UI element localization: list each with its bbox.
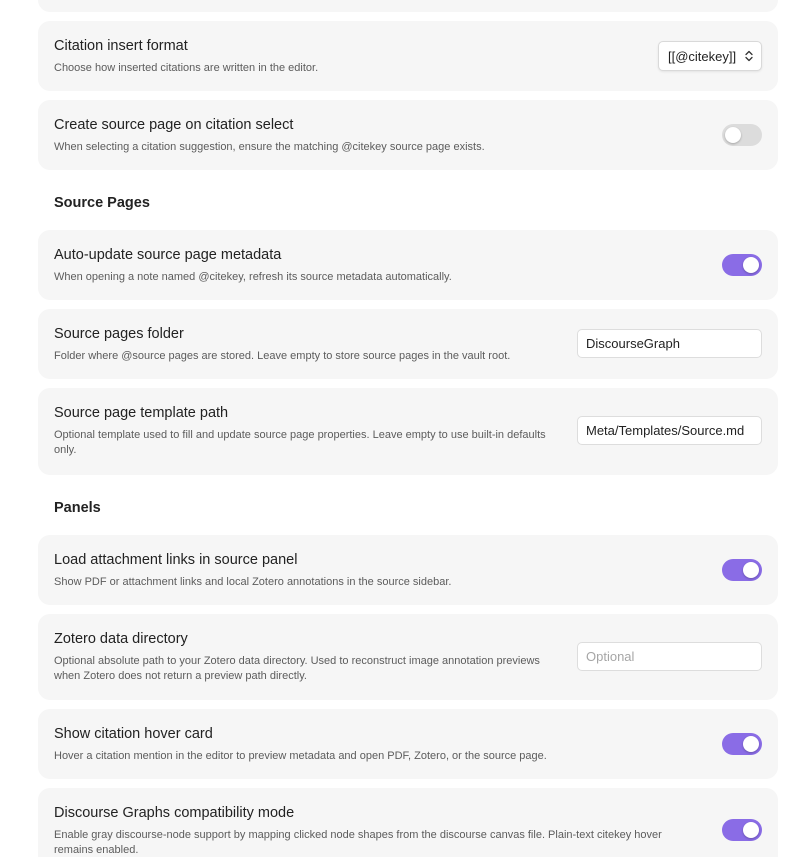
- toggle-knob: [725, 127, 741, 143]
- setting-description: Optional absolute path to your Zotero data directory. Used to reconstruct image annotation previews when Zotero does not return a preview path directly.: [54, 655, 540, 682]
- setting-source-pages-folder: [38, 309, 778, 379]
- setting-name: Show citation hover card: [54, 726, 213, 742]
- setting-name: Discourse Graphs compatibility mode: [54, 805, 295, 821]
- setting-auto-update-metadata: [38, 230, 778, 300]
- citation-format-value: [[@citekey]]: [668, 48, 737, 64]
- setting-card-partial: [38, 0, 778, 12]
- setting-description: Choose how inserted citations are written in the editor.: [54, 62, 319, 74]
- setting-info: [54, 246, 694, 285]
- setting-description: Show PDF or attachment links and local Zotero annotations in the source sidebar.: [54, 576, 452, 588]
- auto-update-metadata-toggle[interactable]: [722, 254, 762, 276]
- discourse-graphs-compatibility-toggle[interactable]: [722, 819, 762, 841]
- setting-description: When selecting a citation suggestion, ensure the matching @citekey source page exists.: [54, 141, 485, 153]
- setting-name: Citation insert format: [54, 38, 188, 54]
- create-source-page-toggle[interactable]: [722, 124, 762, 146]
- setting-info: [54, 630, 554, 684]
- setting-description: When opening a note named @citekey, refresh its source metadata automatically.: [54, 271, 452, 283]
- setting-info: [54, 116, 694, 155]
- setting-name: Load attachment links in source panel: [54, 552, 298, 568]
- setting-load-attachment-links: [38, 535, 778, 605]
- setting-show-citation-hover-card: [38, 709, 778, 779]
- source-pages-folder-input[interactable]: [577, 329, 762, 358]
- load-attachment-links-toggle[interactable]: [722, 559, 762, 581]
- setting-info: [54, 804, 684, 857]
- setting-create-source-page: [38, 100, 778, 170]
- setting-info: [54, 404, 554, 458]
- setting-discourse-graphs-compatibility: [38, 788, 778, 857]
- setting-name: Zotero data directory: [54, 631, 188, 647]
- toggle-knob: [743, 736, 759, 752]
- setting-zotero-data-directory: [38, 614, 778, 700]
- setting-description: Enable gray discourse-node support by mapping clicked node shapes from the discourse canvas file. Plain-text citekey hover remains enabled.: [54, 829, 662, 856]
- setting-info: [54, 725, 694, 764]
- setting-description: Folder where @source pages are stored. Leave empty to store source pages in the vault root.: [54, 350, 511, 362]
- setting-name: Create source page on citation select: [54, 117, 294, 133]
- toggle-knob: [743, 822, 759, 838]
- setting-description: Optional template used to fill and update source page properties. Leave empty to use built-in defaults only.: [54, 429, 546, 456]
- setting-name: Auto-update source page metadata: [54, 247, 282, 263]
- section-heading-panels: Panels: [54, 500, 101, 516]
- setting-info: [54, 325, 554, 364]
- source-page-template-path-input[interactable]: [577, 416, 762, 445]
- setting-citation-insert-format: [38, 21, 778, 91]
- setting-name: Source pages folder: [54, 326, 184, 342]
- setting-info: [54, 551, 694, 590]
- zotero-data-directory-input[interactable]: [577, 642, 762, 671]
- setting-info: [54, 37, 614, 76]
- setting-source-page-template-path: [38, 388, 778, 475]
- toggle-knob: [743, 562, 759, 578]
- setting-name: Source page template path: [54, 405, 229, 421]
- toggle-knob: [743, 257, 759, 273]
- chevron-up-down-icon: [745, 50, 753, 62]
- citation-format-select[interactable]: [658, 41, 762, 71]
- setting-description: Hover a citation mention in the editor to preview metadata and open PDF, Zotero, or the source page.: [54, 750, 547, 762]
- section-heading-source-pages: Source Pages: [54, 195, 150, 211]
- show-citation-hover-card-toggle[interactable]: [722, 733, 762, 755]
